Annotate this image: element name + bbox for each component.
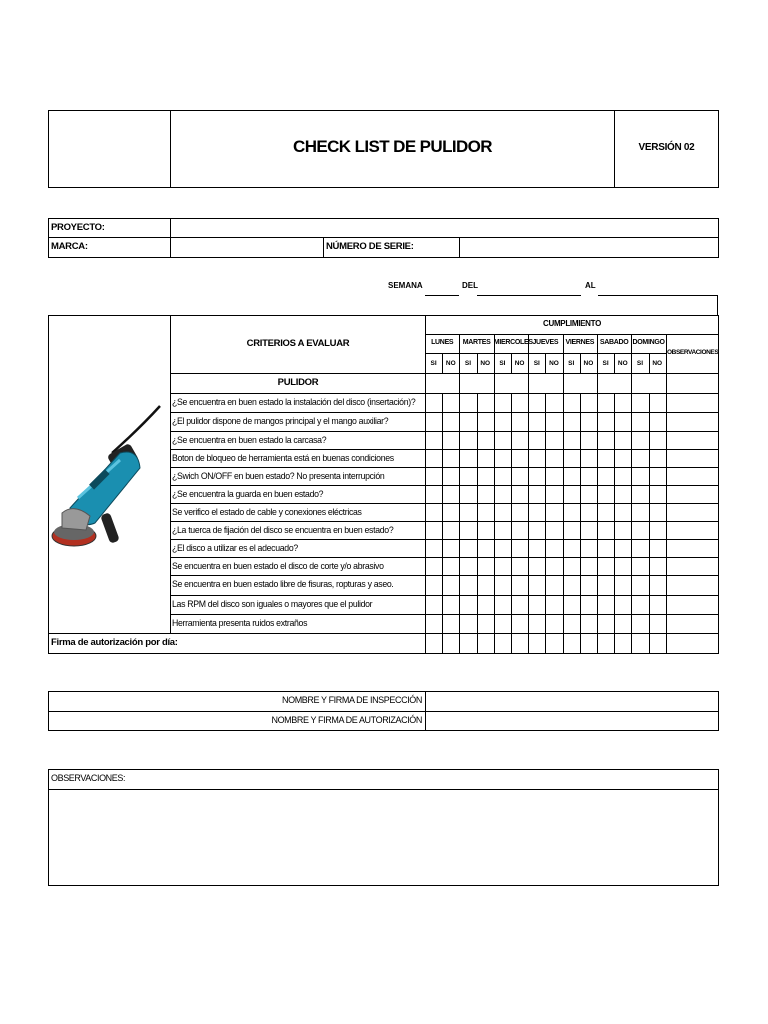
observation-field[interactable] <box>667 540 717 556</box>
si-checkbox-miercoles[interactable] <box>495 522 510 538</box>
no-checkbox-jueves[interactable] <box>546 596 561 613</box>
no-checkbox-viernes[interactable] <box>581 596 596 613</box>
divider <box>442 353 443 373</box>
day-header-martes: MARTES <box>462 339 491 346</box>
no-checkbox-sabado[interactable] <box>615 486 630 502</box>
no-checkbox-miercoles[interactable] <box>512 615 527 632</box>
divider <box>545 353 546 373</box>
grinder-image <box>50 318 168 630</box>
si-checkbox-lunes[interactable] <box>426 558 441 574</box>
no-checkbox-martes[interactable] <box>478 413 493 430</box>
si-checkbox-sabado[interactable] <box>598 468 613 484</box>
si-checkbox-sabado[interactable] <box>598 486 613 502</box>
firma-label: Firma de autorización por día: <box>51 637 178 648</box>
no-header: NO <box>617 360 628 367</box>
no-checkbox-miercoles[interactable] <box>512 522 527 538</box>
si-checkbox-domingo[interactable] <box>632 432 647 448</box>
al-label: AL <box>585 281 596 290</box>
si-checkbox-jueves[interactable] <box>529 504 544 520</box>
no-checkbox-jueves[interactable] <box>546 413 561 430</box>
observation-field[interactable] <box>667 450 717 466</box>
si-checkbox-jueves[interactable] <box>529 468 544 484</box>
si-checkbox-domingo[interactable] <box>632 522 647 538</box>
criteria-item: ¿Se encuentra la guarda en buen estado? <box>172 489 324 500</box>
no-checkbox-miercoles[interactable] <box>512 558 527 574</box>
divider <box>649 353 650 373</box>
si-header: SI <box>533 360 540 367</box>
si-header: SI <box>602 360 609 367</box>
no-header: NO <box>549 360 559 367</box>
criteria-item: ¿El disco a utilizar es el adecuado? <box>172 543 298 554</box>
semana-label: SEMANA <box>388 281 423 290</box>
no-checkbox-jueves[interactable] <box>546 450 561 466</box>
day-header-lunes: LUNES <box>431 339 454 346</box>
no-checkbox-lunes[interactable] <box>443 522 458 538</box>
no-checkbox-sabado[interactable] <box>615 468 630 484</box>
no-checkbox-miercoles[interactable] <box>512 450 527 466</box>
no-checkbox-miercoles[interactable] <box>512 576 527 594</box>
version-label: VERSIÓN 02 <box>638 142 695 153</box>
al-line[interactable] <box>598 295 718 296</box>
no-checkbox-jueves[interactable] <box>546 468 561 484</box>
autorizacion-field[interactable] <box>426 712 718 730</box>
si-header: SI <box>464 360 472 367</box>
criteria-item: ¿El pulidor dispone de mangos principal y el mango auxiliar? <box>172 416 389 427</box>
no-checkbox-lunes[interactable] <box>443 432 458 448</box>
si-checkbox-miercoles[interactable] <box>495 504 510 520</box>
si-checkbox-martes[interactable] <box>460 522 475 538</box>
no-checkbox-viernes[interactable] <box>581 540 596 556</box>
si-checkbox-sabado[interactable] <box>598 450 613 466</box>
no-checkbox-miercoles[interactable] <box>512 540 527 556</box>
si-checkbox-jueves[interactable] <box>529 394 544 411</box>
marca-field[interactable] <box>171 238 322 257</box>
no-checkbox-miercoles[interactable] <box>512 432 527 448</box>
si-checkbox-domingo[interactable] <box>632 394 647 411</box>
si-checkbox-martes[interactable] <box>460 413 475 430</box>
no-checkbox-martes[interactable] <box>478 504 493 520</box>
divider <box>477 353 478 373</box>
marca-label: MARCA: <box>51 241 88 252</box>
si-checkbox-jueves[interactable] <box>529 432 544 448</box>
si-checkbox-sabado[interactable] <box>598 432 613 448</box>
si-checkbox-sabado[interactable] <box>598 576 613 594</box>
observation-field[interactable] <box>667 432 717 448</box>
no-checkbox-lunes[interactable] <box>443 540 458 556</box>
observation-field[interactable] <box>667 468 717 484</box>
si-checkbox-martes[interactable] <box>460 540 475 556</box>
no-checkbox-lunes[interactable] <box>443 558 458 574</box>
si-checkbox-jueves[interactable] <box>529 540 544 556</box>
no-checkbox-viernes[interactable] <box>581 522 596 538</box>
no-checkbox-jueves[interactable] <box>546 394 561 411</box>
no-checkbox-martes[interactable] <box>478 558 493 574</box>
divider <box>170 373 718 374</box>
si-header: SI <box>568 360 575 367</box>
si-checkbox-domingo[interactable] <box>632 596 647 613</box>
si-checkbox-martes[interactable] <box>460 450 475 466</box>
si-checkbox-jueves[interactable] <box>529 413 544 430</box>
no-checkbox-sabado[interactable] <box>615 450 630 466</box>
del-label: DEL <box>462 281 478 290</box>
no-checkbox-domingo[interactable] <box>650 394 665 411</box>
no-checkbox-jueves[interactable] <box>546 558 561 574</box>
si-checkbox-lunes[interactable] <box>426 450 441 466</box>
observation-field[interactable] <box>667 413 717 430</box>
si-checkbox-sabado[interactable] <box>598 558 613 574</box>
no-checkbox-lunes[interactable] <box>443 413 458 430</box>
si-checkbox-domingo[interactable] <box>632 576 647 594</box>
del-line[interactable] <box>477 295 581 296</box>
no-checkbox-domingo[interactable] <box>650 576 665 594</box>
no-checkbox-sabado[interactable] <box>615 504 630 520</box>
si-checkbox-domingo[interactable] <box>632 504 647 520</box>
no-checkbox-viernes[interactable] <box>581 450 596 466</box>
semana-line[interactable] <box>425 295 459 296</box>
day-header-viernes: VIERNES <box>565 339 595 346</box>
si-checkbox-jueves[interactable] <box>529 450 544 466</box>
no-checkbox-domingo[interactable] <box>650 615 665 632</box>
no-checkbox-sabado[interactable] <box>615 522 630 538</box>
no-checkbox-sabado[interactable] <box>615 540 630 556</box>
no-checkbox-jueves[interactable] <box>546 540 561 556</box>
divider <box>511 353 512 373</box>
no-checkbox-martes[interactable] <box>478 596 493 613</box>
no-checkbox-sabado[interactable] <box>615 558 630 574</box>
si-checkbox-viernes[interactable] <box>564 468 579 484</box>
criteria-item: Se encuentra en buen estado libre de fisuras, ropturas y aseo. <box>172 579 394 590</box>
si-checkbox-martes[interactable] <box>460 486 475 502</box>
si-checkbox-lunes[interactable] <box>426 413 441 430</box>
section-label-pulidor: PULIDOR <box>277 377 319 388</box>
divider <box>323 237 324 258</box>
no-checkbox-domingo[interactable] <box>650 558 665 574</box>
serie-field[interactable] <box>460 238 718 257</box>
day-header-sabado: SABADO <box>599 339 629 346</box>
no-checkbox-lunes[interactable] <box>443 468 458 484</box>
si-checkbox-miercoles[interactable] <box>495 540 510 556</box>
observation-field[interactable] <box>667 504 717 520</box>
si-checkbox-lunes[interactable] <box>426 432 441 448</box>
criteria-item: ¿Se encuentra en buen estado la carcasa? <box>172 435 327 446</box>
no-checkbox-sabado[interactable] <box>615 615 630 632</box>
observation-field[interactable] <box>667 486 717 502</box>
si-checkbox-miercoles[interactable] <box>495 413 510 430</box>
si-checkbox-martes[interactable] <box>460 596 475 613</box>
angle-grinder-icon <box>50 318 168 630</box>
criteria-item: Boton de bloqueo de herramienta está en buenas condiciones <box>172 453 394 464</box>
criteria-item: ¿Se encuentra en buen estado la instalación del disco (insertación)? <box>172 397 416 408</box>
si-checkbox-miercoles[interactable] <box>495 432 510 448</box>
no-checkbox-jueves[interactable] <box>546 522 561 538</box>
observation-field[interactable] <box>667 522 717 538</box>
si-checkbox-jueves[interactable] <box>529 522 544 538</box>
si-checkbox-martes[interactable] <box>460 558 475 574</box>
si-checkbox-martes[interactable] <box>460 432 475 448</box>
no-checkbox-miercoles[interactable] <box>512 596 527 613</box>
si-checkbox-miercoles[interactable] <box>495 468 510 484</box>
no-checkbox-viernes[interactable] <box>581 558 596 574</box>
day-header-miercoles: MIERCOLES <box>493 339 533 346</box>
no-checkbox-martes[interactable] <box>478 468 493 484</box>
no-checkbox-sabado[interactable] <box>615 413 630 430</box>
si-checkbox-viernes[interactable] <box>564 540 579 556</box>
criteria-item: Herramienta presenta ruidos extraños <box>172 618 308 629</box>
cumplimiento-header: CUMPLIMIENTO <box>542 319 602 328</box>
no-checkbox-martes[interactable] <box>478 394 493 411</box>
si-checkbox-sabado[interactable] <box>598 540 613 556</box>
no-checkbox-miercoles[interactable] <box>512 486 527 502</box>
divider <box>717 295 718 315</box>
no-header: NO <box>480 360 491 367</box>
no-checkbox-lunes[interactable] <box>443 504 458 520</box>
si-checkbox-lunes[interactable] <box>426 615 441 632</box>
no-checkbox-lunes[interactable] <box>443 615 458 632</box>
day-header-domingo: DOMINGO <box>632 339 665 346</box>
no-checkbox-jueves[interactable] <box>546 504 561 520</box>
no-checkbox-martes[interactable] <box>478 576 493 594</box>
criteria-item: Se verifico el estado de cable y conexiones eléctricas <box>172 507 362 518</box>
observaciones-field[interactable] <box>49 790 718 885</box>
no-checkbox-viernes[interactable] <box>581 615 596 632</box>
no-checkbox-domingo[interactable] <box>650 540 665 556</box>
si-checkbox-domingo[interactable] <box>632 468 647 484</box>
si-checkbox-jueves[interactable] <box>529 576 544 594</box>
no-checkbox-lunes[interactable] <box>443 576 458 594</box>
si-checkbox-viernes[interactable] <box>564 394 579 411</box>
observation-field[interactable] <box>667 615 717 632</box>
no-header: NO <box>514 360 525 367</box>
divider <box>580 353 581 373</box>
si-checkbox-martes[interactable] <box>460 576 475 594</box>
no-checkbox-miercoles[interactable] <box>512 504 527 520</box>
observation-field[interactable] <box>667 558 717 574</box>
no-checkbox-sabado[interactable] <box>615 394 630 411</box>
si-checkbox-domingo[interactable] <box>632 615 647 632</box>
no-checkbox-jueves[interactable] <box>546 486 561 502</box>
si-checkbox-lunes[interactable] <box>426 468 441 484</box>
serie-label: NÚMERO DE SERIE: <box>326 241 414 252</box>
si-checkbox-martes[interactable] <box>460 468 475 484</box>
no-checkbox-miercoles[interactable] <box>512 468 527 484</box>
si-checkbox-viernes[interactable] <box>564 558 579 574</box>
si-checkbox-lunes[interactable] <box>426 596 441 613</box>
proyecto-label: PROYECTO: <box>51 222 105 233</box>
criteria-item: ¿La tuerca de fijación del disco se encuentra en buen estado? <box>172 525 394 536</box>
divider <box>425 334 718 335</box>
si-checkbox-martes[interactable] <box>460 504 475 520</box>
si-checkbox-domingo[interactable] <box>632 413 647 430</box>
si-checkbox-viernes[interactable] <box>564 596 579 613</box>
no-checkbox-lunes[interactable] <box>443 486 458 502</box>
si-header: SI <box>499 360 506 367</box>
si-checkbox-viernes[interactable] <box>564 615 579 632</box>
si-checkbox-miercoles[interactable] <box>495 615 510 632</box>
no-checkbox-viernes[interactable] <box>581 468 596 484</box>
si-checkbox-miercoles[interactable] <box>495 394 510 411</box>
no-checkbox-domingo[interactable] <box>650 413 665 430</box>
criteria-header: CRITERIOS A EVALUAR <box>246 338 350 349</box>
si-checkbox-sabado[interactable] <box>598 596 613 613</box>
no-checkbox-martes[interactable] <box>478 450 493 466</box>
no-checkbox-miercoles[interactable] <box>512 413 527 430</box>
observation-field[interactable] <box>667 596 717 613</box>
si-checkbox-viernes[interactable] <box>564 413 579 430</box>
si-checkbox-viernes[interactable] <box>564 522 579 538</box>
si-checkbox-viernes[interactable] <box>564 450 579 466</box>
si-checkbox-miercoles[interactable] <box>495 486 510 502</box>
si-checkbox-sabado[interactable] <box>598 394 613 411</box>
observaciones-label: OBSERVACIONES: <box>51 773 126 783</box>
si-checkbox-jueves[interactable] <box>529 596 544 613</box>
page-title: CHECK LIST DE PULIDOR <box>293 137 492 156</box>
si-checkbox-viernes[interactable] <box>564 486 579 502</box>
divider <box>614 353 615 373</box>
inspeccion-label: NOMBRE Y FIRMA DE INSPECCIÓN <box>282 695 422 705</box>
si-checkbox-lunes[interactable] <box>426 576 441 594</box>
no-checkbox-martes[interactable] <box>478 615 493 632</box>
no-checkbox-viernes[interactable] <box>581 504 596 520</box>
si-checkbox-lunes[interactable] <box>426 522 441 538</box>
si-checkbox-miercoles[interactable] <box>495 576 510 594</box>
observaciones-header: OBSERVACIONES <box>667 349 719 356</box>
si-checkbox-lunes[interactable] <box>426 394 441 411</box>
si-checkbox-sabado[interactable] <box>598 504 613 520</box>
criteria-item: Las RPM del disco son iguales o mayores que el pulidor <box>172 599 373 610</box>
si-checkbox-viernes[interactable] <box>564 576 579 594</box>
si-checkbox-martes[interactable] <box>460 615 475 632</box>
no-header: NO <box>583 360 594 367</box>
si-checkbox-lunes[interactable] <box>426 504 441 520</box>
si-checkbox-miercoles[interactable] <box>495 558 510 574</box>
no-checkbox-domingo[interactable] <box>650 432 665 448</box>
no-checkbox-viernes[interactable] <box>581 413 596 430</box>
si-checkbox-lunes[interactable] <box>426 540 441 556</box>
no-checkbox-martes[interactable] <box>478 486 493 502</box>
divider <box>170 633 718 634</box>
no-checkbox-viernes[interactable] <box>581 486 596 502</box>
day-header-jueves: JUEVES <box>532 339 559 346</box>
divider <box>170 315 171 633</box>
si-checkbox-martes[interactable] <box>460 394 475 411</box>
no-checkbox-domingo[interactable] <box>650 468 665 484</box>
no-checkbox-domingo[interactable] <box>650 522 665 538</box>
no-checkbox-jueves[interactable] <box>546 576 561 594</box>
si-checkbox-jueves[interactable] <box>529 558 544 574</box>
si-checkbox-sabado[interactable] <box>598 615 613 632</box>
autorizacion-label: NOMBRE Y FIRMA DE AUTORIZACIÓN <box>271 715 422 725</box>
proyecto-field[interactable] <box>171 219 718 236</box>
no-checkbox-sabado[interactable] <box>615 432 630 448</box>
si-checkbox-miercoles[interactable] <box>495 596 510 613</box>
no-checkbox-viernes[interactable] <box>581 576 596 594</box>
si-checkbox-viernes[interactable] <box>564 504 579 520</box>
no-checkbox-lunes[interactable] <box>443 596 458 613</box>
si-checkbox-sabado[interactable] <box>598 413 613 430</box>
no-checkbox-martes[interactable] <box>478 522 493 538</box>
si-checkbox-domingo[interactable] <box>632 450 647 466</box>
no-checkbox-martes[interactable] <box>478 540 493 556</box>
si-header: SI <box>636 360 644 367</box>
si-header: SI <box>430 360 437 367</box>
no-checkbox-jueves[interactable] <box>546 432 561 448</box>
criteria-item: Se encuentra en buen estado el disco de corte y/o abrasivo <box>172 561 384 572</box>
no-header: NO <box>652 360 663 367</box>
criteria-item: ¿Swich ON/OFF en buen estado? No presenta interrupción <box>172 471 385 482</box>
no-header: NO <box>445 360 456 367</box>
no-checkbox-domingo[interactable] <box>650 504 665 520</box>
si-checkbox-miercoles[interactable] <box>495 450 510 466</box>
no-checkbox-sabado[interactable] <box>615 596 630 613</box>
no-checkbox-martes[interactable] <box>478 432 493 448</box>
no-checkbox-viernes[interactable] <box>581 432 596 448</box>
si-checkbox-domingo[interactable] <box>632 558 647 574</box>
no-checkbox-lunes[interactable] <box>443 394 458 411</box>
no-checkbox-lunes[interactable] <box>443 450 458 466</box>
no-checkbox-viernes[interactable] <box>581 394 596 411</box>
si-checkbox-domingo[interactable] <box>632 486 647 502</box>
observation-field[interactable] <box>667 576 717 594</box>
no-checkbox-jueves[interactable] <box>546 615 561 632</box>
si-checkbox-domingo[interactable] <box>632 540 647 556</box>
no-checkbox-domingo[interactable] <box>650 596 665 613</box>
si-checkbox-viernes[interactable] <box>564 432 579 448</box>
si-checkbox-sabado[interactable] <box>598 522 613 538</box>
no-checkbox-domingo[interactable] <box>650 450 665 466</box>
no-checkbox-miercoles[interactable] <box>512 394 527 411</box>
si-checkbox-jueves[interactable] <box>529 615 544 632</box>
inspeccion-field[interactable] <box>426 692 718 710</box>
no-checkbox-sabado[interactable] <box>615 576 630 594</box>
si-checkbox-jueves[interactable] <box>529 486 544 502</box>
logo-area <box>49 111 169 187</box>
observation-field[interactable] <box>667 394 717 411</box>
no-checkbox-domingo[interactable] <box>650 486 665 502</box>
si-checkbox-lunes[interactable] <box>426 486 441 502</box>
